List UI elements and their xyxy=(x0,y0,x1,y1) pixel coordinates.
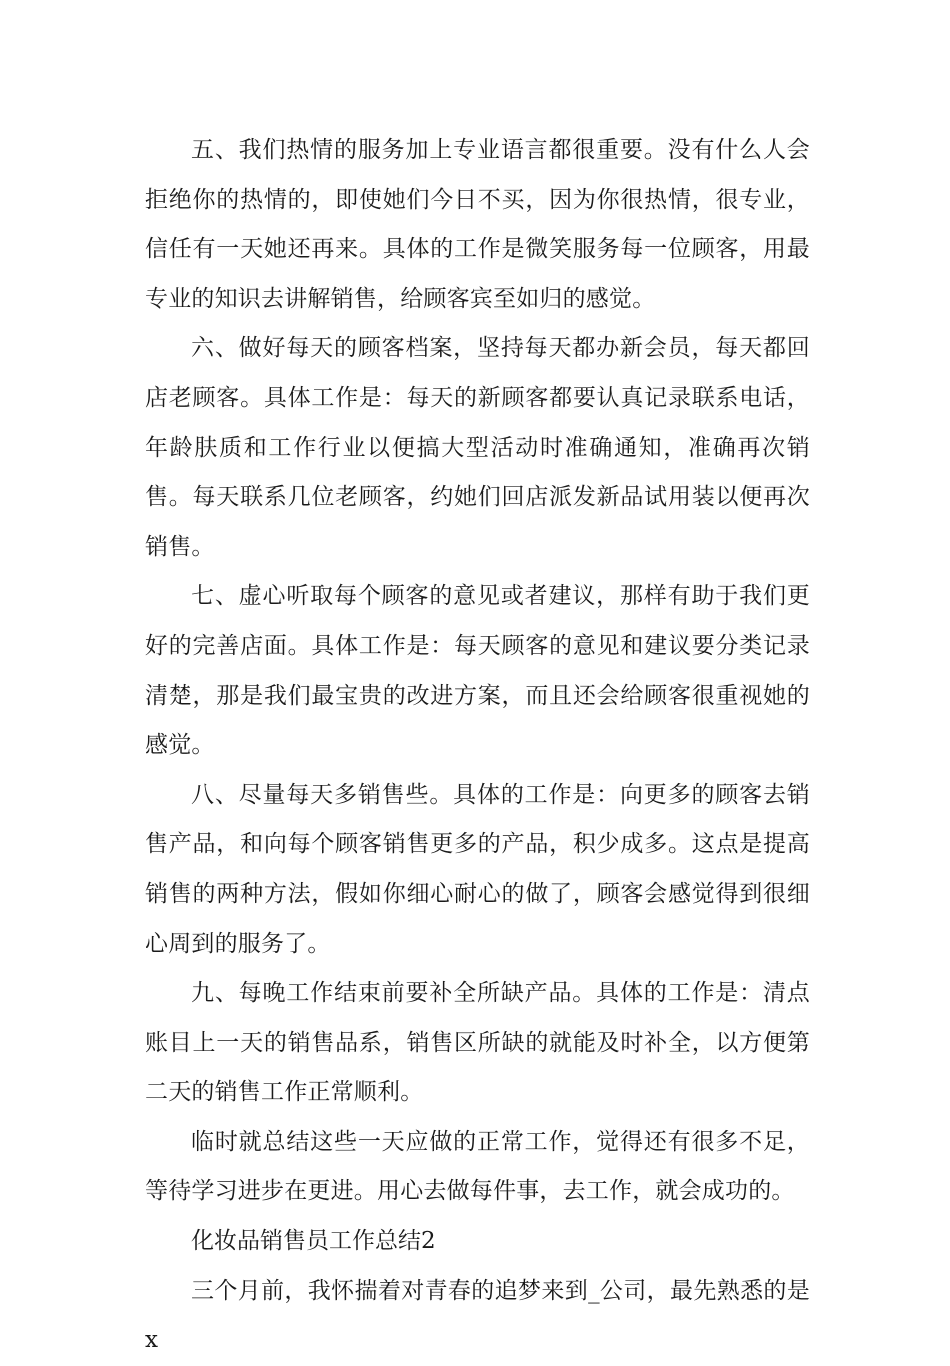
paragraph-seven: 七、虚心听取每个顾客的意见或者建议，那样有助于我们更好的完善店面。具体工作是：每天顾客的意见和建议要分类记录清楚，那是我们最宝贵的改进方案，而且还会给顾客很重视她的感觉。 xyxy=(145,583,810,759)
section-title: 化妆品销售员工作总结2 xyxy=(191,1228,436,1255)
document-body xyxy=(145,126,810,1366)
paragraph-conclusion: 临时就总结这些一天应做的正常工作，觉得还有很多不足，等待学习进步在更进。用心去做每件事，去工作，就会成功的。 xyxy=(145,1128,810,1205)
paragraph-five: 五、我们热情的服务加上专业语言都很重要。没有什么人会拒绝你的热情的，即使她们今日不买，因为你很热情，很专业，信任有一天她还再来。具体的工作是微笑服务每一位顾客，用最专业的知识去讲解销售，给顾客宾至如归的感觉。 xyxy=(145,137,810,312)
paragraph-eight: 八、尽量每天多销售些。具体的工作是：向更多的顾客去销售产品，和向每个顾客销售更多的产品，积少成多。这点是提高销售的两种方法，假如你细心耐心的做了，顾客会感觉得到很细心周到的服务了。 xyxy=(145,781,810,957)
paragraph-six: 六、做好每天的顾客档案，坚持每天都办新会员，每天都回店老顾客。具体工作是：每天的新顾客都要认真记录联系电话，年龄肤质和工作行业以便搞大型活动时准确通知，准确再次销售。每天联系几位老顾客，约她们回店派发新品试用装以便再次销售。 xyxy=(145,335,810,560)
paragraph-opening: 三个月前，我怀揣着对青春的追梦来到_公司，最先熟悉的是x xyxy=(145,1277,810,1354)
paragraph-nine: 九、每晚工作结束前要补全所缺产品。具体的工作是：清点账目上一天的销售品系，销售区所缺的就能及时补全，以方便第二天的销售工作正常顺利。 xyxy=(145,980,810,1106)
